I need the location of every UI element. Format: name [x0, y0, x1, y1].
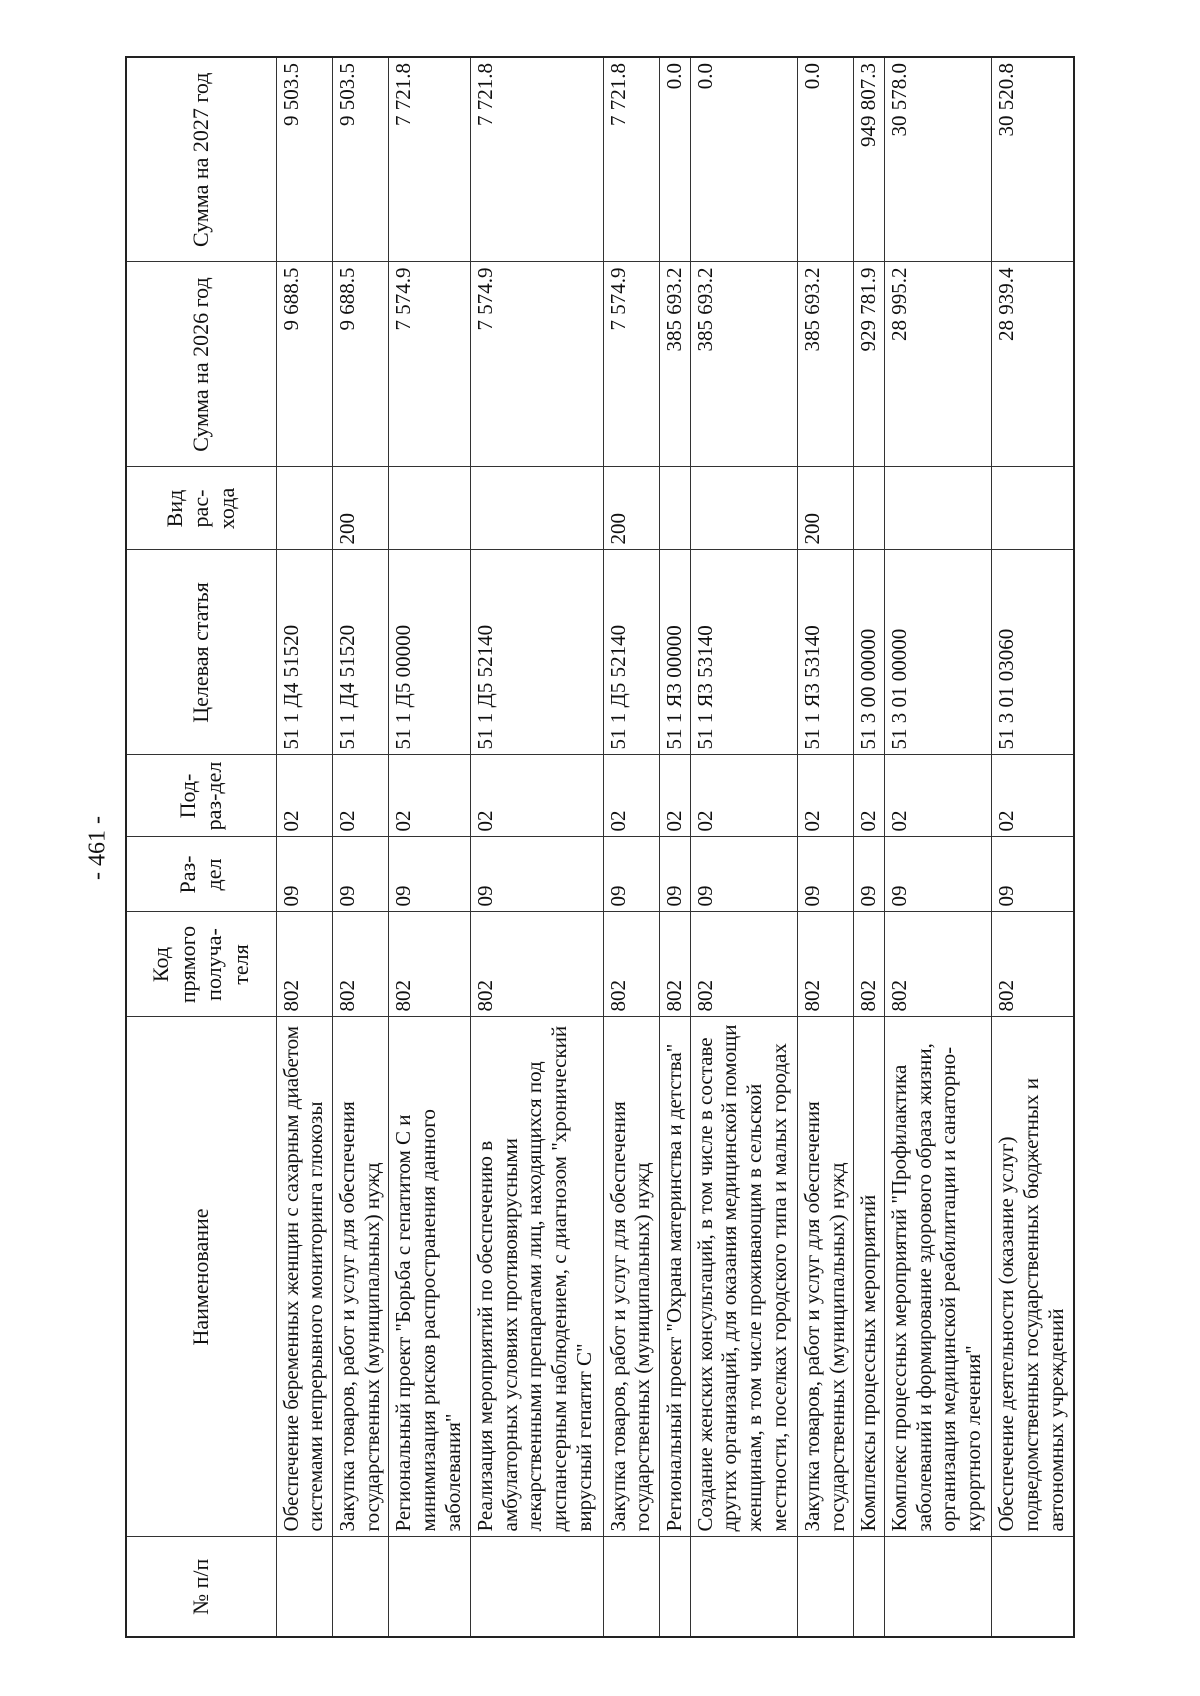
cell-sum-2027: 0.0 [690, 57, 797, 262]
cell-num [470, 1537, 603, 1637]
table-row [276, 57, 332, 1637]
header-razdel: Раз-дел [126, 837, 276, 912]
cell-code: 802 [332, 912, 388, 1017]
cell-name: Комплексы процессных мероприятий [854, 1017, 885, 1537]
table-row [388, 57, 470, 1637]
cell-article: 51 3 01 03060 [992, 550, 1074, 755]
table-row [854, 57, 885, 1637]
cell-num [659, 1537, 690, 1637]
cell-article: 51 1 Д5 52140 [603, 550, 659, 755]
cell-podrazdel: 02 [884, 755, 991, 837]
cell-article: 51 3 00 00000 [854, 550, 885, 755]
cell-code: 802 [470, 912, 603, 1017]
cell-sum-2026: 385 693.2 [797, 262, 853, 467]
header-podrazdel: Под-раз-дел [126, 755, 276, 837]
cell-sum-2027: 30 520.8 [992, 57, 1074, 262]
cell-article: 51 1 Д5 52140 [470, 550, 603, 755]
cell-code: 802 [884, 912, 991, 1017]
header-sum-2026: Сумма на 2026 год [126, 262, 276, 467]
cell-article: 51 1 Д4 51520 [332, 550, 388, 755]
cell-razdel: 09 [388, 837, 470, 912]
cell-podrazdel: 02 [854, 755, 885, 837]
cell-vid [884, 467, 991, 550]
table-header-row [126, 57, 276, 1637]
table-row [992, 57, 1074, 1637]
cell-name: Реализация мероприятий по обеспечению в амбулаторных условиях противовирусными лекарственными препаратами лиц, находящихся под диспансерным наблюдением, с диагнозом "хронический вирусный гепатит С" [470, 1017, 603, 1537]
cell-vid: 200 [603, 467, 659, 550]
cell-name: Создание женских консультаций, в том числе в составе других организаций, для оказания медицинской помощи женщинам, в том числе проживающим в сельской местности, поселках городского типа и малых городах [690, 1017, 797, 1537]
cell-article: 51 3 01 00000 [884, 550, 991, 755]
cell-name: Закупка товаров, работ и услуг для обеспечения государственных (муниципальных) нужд [603, 1017, 659, 1537]
cell-code: 802 [388, 912, 470, 1017]
cell-article: 51 1 Я3 00000 [659, 550, 690, 755]
cell-name: Региональный проект "Борьба с гепатитом С и минимизация рисков распространения данного заболевания" [388, 1017, 470, 1537]
cell-podrazdel: 02 [388, 755, 470, 837]
cell-code: 802 [690, 912, 797, 1017]
table-row [659, 57, 690, 1637]
cell-code: 802 [603, 912, 659, 1017]
cell-razdel: 09 [992, 837, 1074, 912]
cell-vid [388, 467, 470, 550]
cell-sum-2027: 0.0 [797, 57, 853, 262]
cell-vid: 200 [797, 467, 853, 550]
cell-code: 802 [854, 912, 885, 1017]
table-row [797, 57, 853, 1637]
table-row [884, 57, 991, 1637]
cell-podrazdel: 02 [797, 755, 853, 837]
cell-sum-2027: 9 503.5 [332, 57, 388, 262]
cell-razdel: 09 [470, 837, 603, 912]
cell-podrazdel: 02 [470, 755, 603, 837]
cell-num [603, 1537, 659, 1637]
cell-code: 802 [659, 912, 690, 1017]
header-code: Код прямого получа-теля [126, 912, 276, 1017]
cell-name: Региональный проект "Охрана материнства и детства" [659, 1017, 690, 1537]
header-name: Наименование [126, 1017, 276, 1537]
cell-vid [659, 467, 690, 550]
cell-sum-2027: 7 721.8 [603, 57, 659, 262]
cell-name: Обеспечение беременных женщин с сахарным диабетом системами непрерывного мониторинга глюкозы [276, 1017, 332, 1537]
table-row [603, 57, 659, 1637]
cell-code: 802 [797, 912, 853, 1017]
cell-razdel: 09 [854, 837, 885, 912]
cell-name: Закупка товаров, работ и услуг для обеспечения государственных (муниципальных) нужд [332, 1017, 388, 1537]
table-row [332, 57, 388, 1637]
header-article: Целевая статья [126, 550, 276, 755]
cell-razdel: 09 [276, 837, 332, 912]
cell-podrazdel: 02 [659, 755, 690, 837]
table-row [470, 57, 603, 1637]
cell-num [332, 1537, 388, 1637]
cell-vid [690, 467, 797, 550]
cell-article: 51 1 Д4 51520 [276, 550, 332, 755]
cell-sum-2027: 7 721.8 [470, 57, 603, 262]
cell-name: Закупка товаров, работ и услуг для обеспечения государственных (муниципальных) нужд [797, 1017, 853, 1537]
cell-num [992, 1537, 1074, 1637]
cell-sum-2027: 9 503.5 [276, 57, 332, 262]
table-row [690, 57, 797, 1637]
cell-razdel: 09 [690, 837, 797, 912]
cell-podrazdel: 02 [276, 755, 332, 837]
cell-razdel: 09 [659, 837, 690, 912]
cell-sum-2026: 385 693.2 [659, 262, 690, 467]
cell-sum-2027: 949 807.3 [854, 57, 885, 262]
cell-article: 51 1 Д5 00000 [388, 550, 470, 755]
cell-vid [470, 467, 603, 550]
cell-podrazdel: 02 [603, 755, 659, 837]
cell-sum-2026: 929 781.9 [854, 262, 885, 467]
cell-num [388, 1537, 470, 1637]
cell-vid [854, 467, 885, 550]
cell-name: Комплекс процессных мероприятий "Профилактика заболеваний и формирование здорового образа жизни, организация медицинской реабилитации и санаторно-курортного лечения" [884, 1017, 991, 1537]
cell-sum-2027: 0.0 [659, 57, 690, 262]
header-vid: Вид рас-хода [126, 467, 276, 550]
cell-razdel: 09 [884, 837, 991, 912]
cell-name: Обеспечение деятельности (оказание услуг) подведомственных государственных бюджетных и автономных учреждений [992, 1017, 1074, 1537]
cell-num [797, 1537, 853, 1637]
cell-vid [276, 467, 332, 550]
cell-razdel: 09 [332, 837, 388, 912]
cell-sum-2027: 30 578.0 [884, 57, 991, 262]
cell-sum-2026: 9 688.5 [332, 262, 388, 467]
cell-sum-2026: 9 688.5 [276, 262, 332, 467]
budget-table [125, 56, 1075, 1638]
cell-num [884, 1537, 991, 1637]
cell-sum-2026: 7 574.9 [603, 262, 659, 467]
rotated-page-content [125, 58, 1075, 1638]
cell-sum-2026: 7 574.9 [388, 262, 470, 467]
cell-code: 802 [276, 912, 332, 1017]
cell-sum-2026: 385 693.2 [690, 262, 797, 467]
cell-vid [992, 467, 1074, 550]
cell-podrazdel: 02 [690, 755, 797, 837]
cell-article: 51 1 Я3 53140 [690, 550, 797, 755]
cell-podrazdel: 02 [332, 755, 388, 837]
cell-vid: 200 [332, 467, 388, 550]
cell-num [854, 1537, 885, 1637]
cell-podrazdel: 02 [992, 755, 1074, 837]
cell-article: 51 1 Я3 53140 [797, 550, 853, 755]
cell-num [276, 1537, 332, 1637]
header-sum-2027: Сумма на 2027 год [126, 57, 276, 262]
cell-razdel: 09 [797, 837, 853, 912]
page-number: - 461 - [84, 816, 111, 880]
cell-num [690, 1537, 797, 1637]
cell-code: 802 [992, 912, 1074, 1017]
cell-sum-2026: 28 939.4 [992, 262, 1074, 467]
cell-sum-2026: 7 574.9 [470, 262, 603, 467]
cell-sum-2026: 28 995.2 [884, 262, 991, 467]
cell-razdel: 09 [603, 837, 659, 912]
table-body [276, 57, 1074, 1637]
cell-sum-2027: 7 721.8 [388, 57, 470, 262]
header-num: № п/п [126, 1537, 276, 1637]
